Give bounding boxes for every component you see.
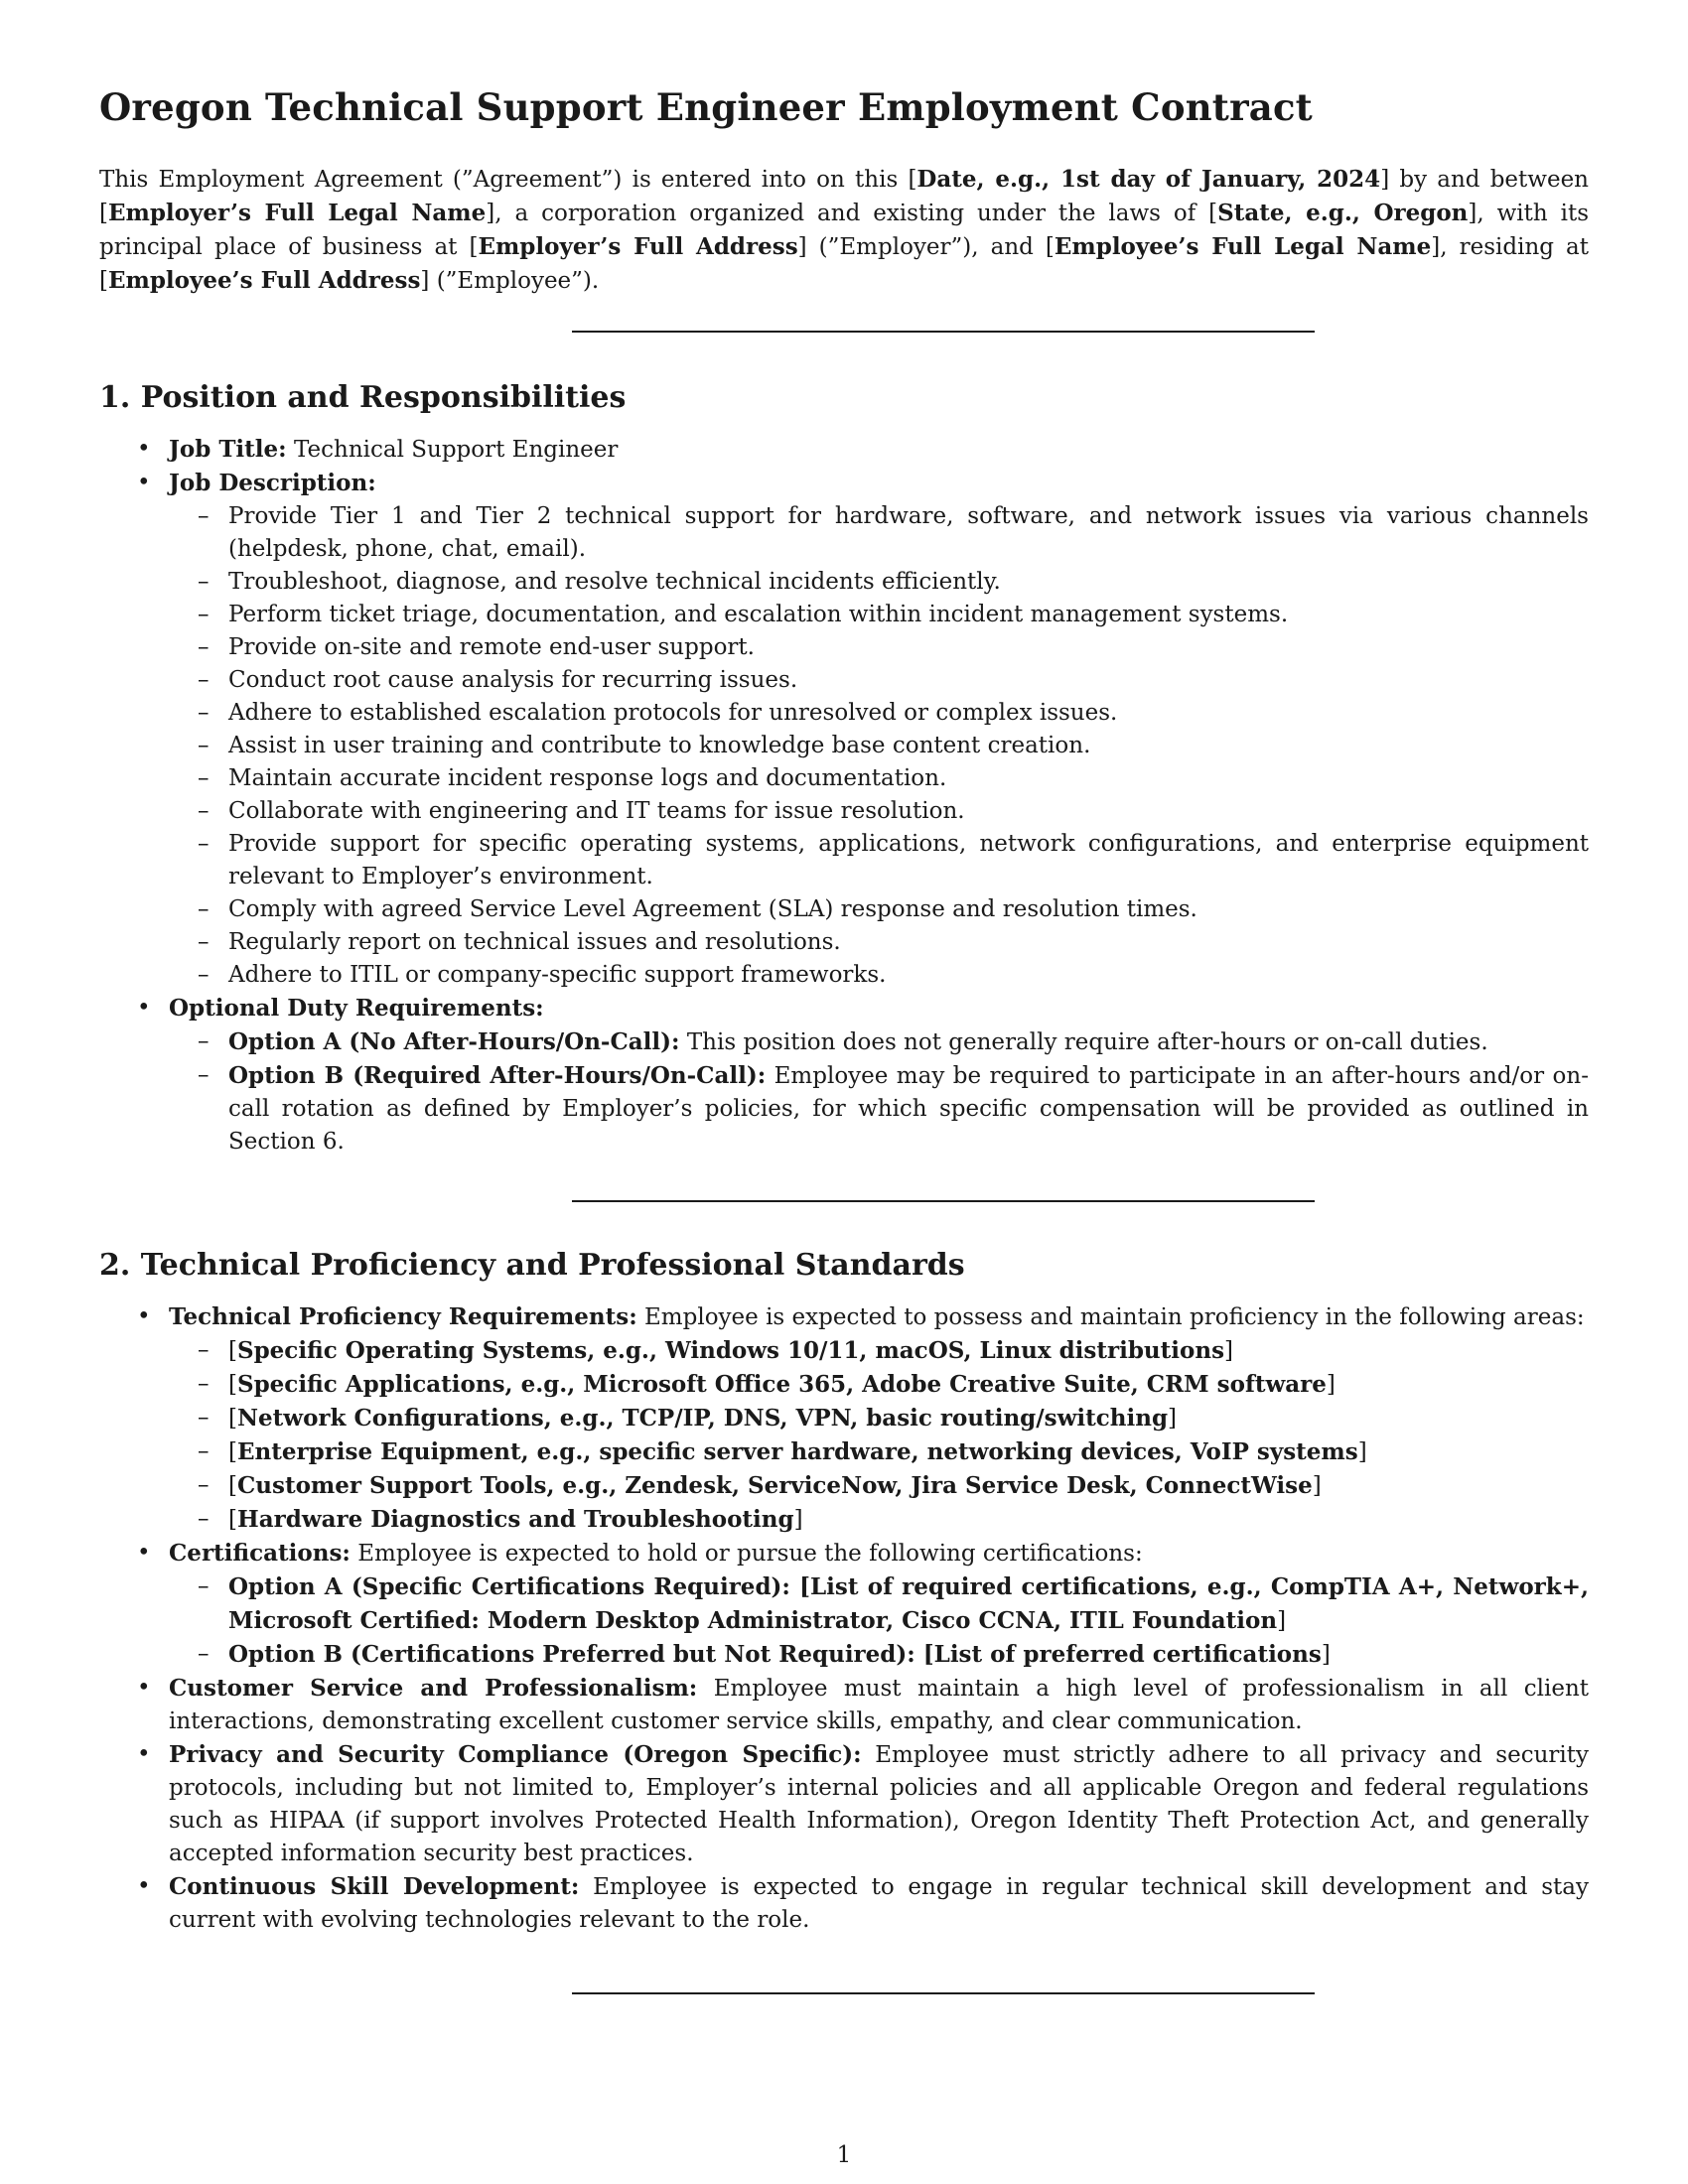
- duty-item: – Conduct root cause analysis for recurring issues.: [99, 664, 1589, 697]
- list-item: [99, 1672, 1589, 1738]
- area-item: – [Specific Operating Systems, e.g., Windows 10/11, macOS, Linux distributions]: [99, 1334, 1589, 1368]
- page-number: 1: [836, 2142, 852, 2168]
- divider: [572, 1200, 1315, 1202]
- proficiency-text: Employee is expected to possess and maintain proficiency in the following areas:: [636, 1304, 1585, 1330]
- duty-item: – Provide on-site and remote end-user support.: [99, 631, 1589, 664]
- certifications-text: Employee is expected to hold or pursue the following certifications:: [350, 1541, 1143, 1567]
- list-item: [99, 433, 1589, 467]
- document-title: Oregon Technical Support Engineer Employment Contract: [99, 85, 1313, 129]
- list-item: [99, 1870, 1589, 1937]
- section-2-list: [99, 1300, 1589, 1937]
- duty-item: – Perform ticket triage, documentation, and escalation within incident management systems.: [99, 599, 1589, 631]
- area-placeholder: Hardware Diagnostics and Troubleshooting: [236, 1506, 794, 1533]
- privacy-text: Employee must strictly adhere to all privacy and security protocols, including but not limited to, Employer’s internal policies and all applicable Oregon and federal regulations such as HIPAA (if support involves Protected Health Information), Oregon Identity Theft Protection Act, and generally accepted information security best practices.: [169, 1742, 1590, 1866]
- duty-item: – Regularly report on technical issues and resolutions.: [99, 926, 1589, 959]
- duty-item: – Provide support for specific operating systems, applications, network configurations, and enterprise equipment relevant to Employer’s environment.: [99, 828, 1589, 893]
- intro-text: ], a corporation organized and existing under the laws of [: [486, 201, 1218, 226]
- job-description-label: Job Description:: [169, 470, 376, 496]
- certifications-label: Certifications:: [169, 1540, 351, 1567]
- job-title-value: Technical Support Engineer: [286, 437, 619, 463]
- intro-paragraph: [99, 163, 1589, 298]
- intro-text: ], with its principal place of business at [: [99, 201, 1589, 260]
- area-placeholder: Specific Operating Systems, e.g., Windows 10/11, macOS, Linux distributions: [236, 1337, 1225, 1364]
- employer-name-placeholder: Employer’s Full Legal Name: [107, 200, 487, 226]
- area-placeholder: Specific Applications, e.g., Microsoft Office 365, Adobe Creative Suite, CRM software: [236, 1371, 1327, 1398]
- cert-option-b: – Option B (Certifications Preferred but Not Required): [List of preferred certifications]: [99, 1638, 1589, 1672]
- intro-text: ], residing at [: [99, 234, 1589, 294]
- divider: [572, 1992, 1315, 1994]
- state-placeholder: State, e.g., Oregon: [1217, 200, 1469, 226]
- duty-item: – Collaborate with engineering and IT teams for issue resolution.: [99, 795, 1589, 828]
- customer-service-label: Customer Service and Professionalism:: [169, 1675, 698, 1702]
- employee-address-placeholder: Employee’s Full Address: [107, 267, 421, 294]
- skill-development-label: Continuous Skill Development:: [169, 1873, 580, 1900]
- section-1-heading: 1. Position and Responsibilities: [99, 380, 627, 415]
- duty-item: – Adhere to established escalation protocols for unresolved or complex issues.: [99, 697, 1589, 730]
- duty-item: – Comply with agreed Service Level Agreement (SLA) response and resolution times.: [99, 893, 1589, 926]
- employee-name-placeholder: Employee’s Full Legal Name: [1054, 233, 1432, 260]
- date-placeholder: Date, e.g., 1st day of January, 2024: [916, 166, 1381, 193]
- area-placeholder: Network Configurations, e.g., TCP/IP, DNS, VPN, basic routing/switching: [236, 1405, 1169, 1432]
- list-item: [99, 1300, 1589, 1334]
- duty-item: – Adhere to ITIL or company-specific support frameworks.: [99, 959, 1589, 992]
- intro-text: ] (”Employer”), and [: [797, 234, 1055, 260]
- option-b-text: Employee may be required to participate in an after-hours and/or on-call rotation as defined by Employer’s policies, for which specific compensation will be provided as outlined in Section 6.: [228, 1063, 1589, 1155]
- duty-item: – Maintain accurate incident response logs and documentation.: [99, 762, 1589, 795]
- customer-service-text: Employee must maintain a high level of professionalism in all client interactions, demonstrating excellent customer service skills, empathy, and clear communication.: [169, 1676, 1589, 1734]
- area-placeholder: Customer Support Tools, e.g., Zendesk, ServiceNow, Jira Service Desk, ConnectWise: [236, 1472, 1313, 1499]
- option-b-label: Option B (Required After-Hours/On-Call):: [228, 1062, 767, 1089]
- option-a-label: Option A (No After-Hours/On-Call):: [228, 1028, 680, 1055]
- duty-item: – Troubleshoot, diagnose, and resolve technical incidents efficiently.: [99, 566, 1589, 599]
- area-item: – [Network Configurations, e.g., TCP/IP, DNS, VPN, basic routing/switching]: [99, 1402, 1589, 1435]
- duty-item: – Provide Tier 1 and Tier 2 technical support for hardware, software, and network issues via various channels (helpdesk, phone, chat, email).: [99, 500, 1589, 566]
- list-item: [99, 1738, 1589, 1870]
- list-item: [99, 467, 1589, 500]
- cert-option-a-text: Option A (Specific Certifications Required): [List of required certifications, e.g., CompTIA A+, Network+, Microsoft Certified: Modern Desktop Administrator, Cisco CCNA, ITIL Foundation: [228, 1573, 1589, 1634]
- divider: [572, 331, 1315, 333]
- job-title-label: Job Title:: [169, 436, 287, 463]
- list-item: [99, 992, 1589, 1025]
- area-item: – [Enterprise Equipment, e.g., specific server hardware, networking devices, VoIP systems]: [99, 1435, 1589, 1469]
- intro-text: ] (”Employee”).: [420, 268, 600, 294]
- area-placeholder: Enterprise Equipment, e.g., specific server hardware, networking devices, VoIP systems: [236, 1438, 1358, 1465]
- intro-text: ] by and between [: [99, 167, 1589, 226]
- duty-item: – Assist in user training and contribute to knowledge base content creation.: [99, 730, 1589, 762]
- area-item: – [Specific Applications, e.g., Microsoft Office 365, Adobe Creative Suite, CRM software]: [99, 1368, 1589, 1402]
- list-item: [99, 1537, 1589, 1570]
- intro-text: This Employment Agreement (”Agreement”) is entered into on this [: [99, 167, 917, 193]
- option-b-item: [99, 1059, 1589, 1159]
- option-a-item: [99, 1025, 1589, 1059]
- employer-address-placeholder: Employer’s Full Address: [478, 233, 798, 260]
- section-2-heading: 2. Technical Proficiency and Professional Standards: [99, 1248, 965, 1283]
- area-item: – [Customer Support Tools, e.g., Zendesk, ServiceNow, Jira Service Desk, ConnectWise]: [99, 1469, 1589, 1503]
- privacy-label: Privacy and Security Compliance (Oregon Specific):: [169, 1741, 862, 1768]
- section-1-list: [99, 433, 1589, 1159]
- area-item: – [Hardware Diagnostics and Troubleshooting]: [99, 1503, 1589, 1537]
- cert-option-a: – Option A (Specific Certifications Required): [List of required certifications, e.g., CompTIA A+, Network+, Microsoft Certified: Modern Desktop Administrator, Cisco CCNA, ITIL Foundation]: [99, 1570, 1589, 1638]
- skill-development-text: Employee is expected to engage in regular technical skill development and stay current with evolving technologies relevant to the role.: [169, 1874, 1589, 1933]
- proficiency-label: Technical Proficiency Requirements:: [169, 1303, 637, 1330]
- optional-duty-label: Optional Duty Requirements:: [169, 995, 544, 1022]
- cert-option-b-text: Option B (Certifications Preferred but Not Required): [List of preferred certifications: [228, 1641, 1322, 1668]
- option-a-text: This position does not generally require after-hours or on-call duties.: [679, 1029, 1488, 1055]
